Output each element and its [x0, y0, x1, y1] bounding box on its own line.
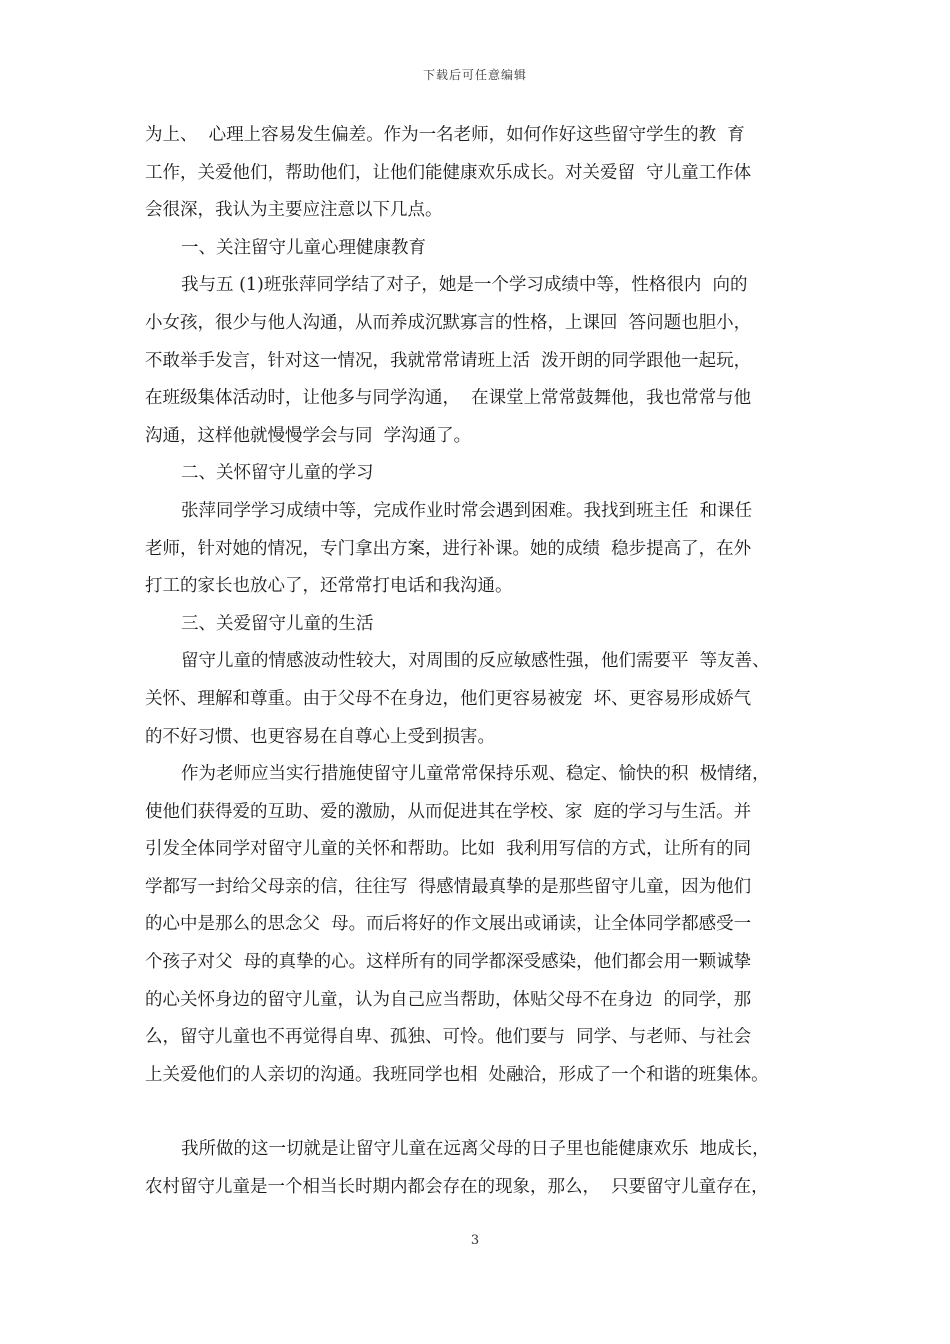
text-line: 我与五 (1)班张萍同学结了对子，她是一个学习成绩中等，性格很内 向的 [181, 275, 748, 296]
paragraph-block-main [145, 117, 815, 1094]
text-line: 会很深，我认为主要应注意以下几点。 [145, 200, 443, 221]
text-line: 老师，针对她的情况，专门拿出方案，进行补课。她的成绩 稳步提高了，在外 [145, 538, 752, 559]
text-line: 农村留守儿童是一个相当长时期内都会存在的现象，那么， 只要留守儿童存在， [145, 1177, 769, 1198]
text-line: 留守儿童的情感波动性较大，对周围的反应敏感性强，他们需要平 等友善、 [181, 651, 770, 672]
text-line: 么，留守儿童也不再觉得自卑、孤独、可怜。他们要与 同学、与老师、与社会 [145, 1027, 752, 1048]
text-line: 上关爱他们的人亲切的沟通。我班同学也相 处融洽，形成了一个和谐的班集体。 [145, 1064, 769, 1085]
text-line: 打工的家长也放心了，还常常打电话和我沟通。 [145, 576, 513, 597]
text-line: 我所做的这一切就是让留守儿童在远离父母的日子里也能健康欢乐 地成长， [181, 1139, 770, 1160]
text-line: 一、关注留守儿童心理健康教育 [181, 237, 426, 258]
page-number: 3 [470, 1233, 480, 1248]
text-line: 不敢举手发言，针对这一情况，我就常常请班上活 泼开朗的同学跟他一起玩， [145, 350, 752, 371]
text-line: 引发全体同学对留守儿童的关怀和帮助。比如 我利用写信的方式，让所有的同 [145, 839, 752, 860]
page-header: 下载后可任意编辑 [422, 68, 527, 82]
text-line: 沟通，这样他就慢慢学会与同 学沟通了。 [145, 425, 472, 446]
text-line: 张萍同学学习成绩中等，完成作业时常会遇到困难。我找到班主任 和课任 [181, 500, 753, 521]
text-line: 二、关怀留守儿童的学习 [181, 463, 374, 484]
text-line: 的不好习惯、也更容易在自尊心上受到损害。 [145, 726, 495, 747]
document-body [145, 117, 815, 1207]
text-line: 在班级集体活动时，让他多与同学沟通， 在课堂上常常鼓舞他，我也常常与他 [145, 388, 752, 409]
text-line: 工作，关爱他们，帮助他们，让他们能健康欢乐成长。对关爱留 守儿童工作体 [145, 162, 752, 183]
paragraph-gap [145, 1094, 815, 1131]
text-line: 为上、 心理上容易发生偏差。作为一名老师，如何作好这些留守学生的教 育 [145, 125, 745, 145]
text-line: 三、关爱留守儿童的生活 [181, 613, 374, 634]
text-line: 的心关怀身边的留守儿童，认为自己应当帮助，体贴父母不在身边 的同学，那 [145, 989, 752, 1010]
paragraph-block-closing [145, 1131, 815, 1206]
text-line: 学都写一封给父母亲的信，往往写 得感情最真挚的是那些留守儿童，因为他们 [145, 876, 752, 897]
text-line: 关怀、理解和尊重。由于父母不在身边，他们更容易被宠 坏、更容易形成娇气 [145, 688, 752, 709]
text-line: 使他们获得爱的互助、爱的激励，从而促进其在学校、家 庭的学习与生活。并 [145, 801, 752, 822]
text-line: 小女孩，很少与他人沟通，从而养成沉默寡言的性格，上课回 答问题也胆小， [145, 312, 752, 333]
text-line: 个孩子对父 母的真挚的心。这样所有的同学都深受感染，他们都会用一颗诚挚 [145, 952, 752, 973]
text-line: 的心中是那么的思念父 母。而后将好的作文展出或诵读，让全体同学都感受一 [145, 914, 752, 935]
text-line: 作为老师应当实行措施使留守儿童常常保持乐观、稳定、愉快的积 极情绪， [181, 764, 770, 785]
